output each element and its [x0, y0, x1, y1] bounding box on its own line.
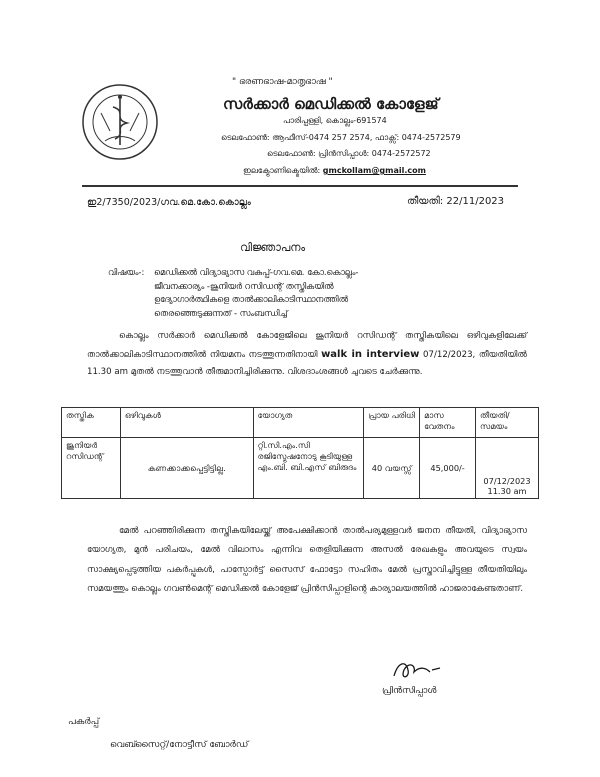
college-address: പാരിപ്പള്ളി, കൊല്ലം-691574: [283, 116, 387, 125]
col-header-post: തസ്തിക: [62, 408, 121, 438]
intro-text-b: 07/12/2023, തീയതിയിൽ 11.30 am മുതൽ നടത്തുവാൻ തീരുമാനിച്ചിരിക്കുന്നു. വിശദാംശങ്ങൾ ചുവടെ ചേർക്കുന്നു.: [87, 349, 527, 377]
col-header-age: പ്രായ പരിധി: [364, 408, 420, 438]
subject-text: [154, 266, 484, 320]
copy-to: വെബ്സൈറ്റ്/നോട്ടീസ് ബോർഡ്: [110, 740, 249, 750]
table-header-row: [62, 408, 539, 438]
cell-vacancies: കണക്കാക്കപ്പെട്ടിട്ടില്ല.: [120, 438, 253, 499]
col-header-vacancies: ഒഴിവുകൾ: [120, 408, 253, 438]
college-name: സർക്കാർ മെഡിക്കൽ കോളേജ്: [223, 95, 439, 113]
subject-label: വിഷയം-:: [108, 267, 145, 277]
intro-paragraph: [87, 328, 527, 382]
subject-line: മെഡിക്കൽ വിദ്യാഭ്യാസ വകുപ്പ്-ഗവ.മെ. കോ.കൊല്ലം-: [154, 267, 359, 277]
col-header-salary: മാസ വേതനം: [420, 408, 476, 438]
subject-block: [108, 266, 484, 320]
copy-label: പകർപ്പ്: [68, 717, 100, 727]
email-line: [243, 166, 426, 176]
subject-line: ഉദ്യോഗാർത്ഥികളെ താൽക്കാലികാടിസ്ഥാനത്തിൽ: [154, 294, 348, 305]
table-row: [62, 438, 539, 499]
header-motto: " ഭരണഭാഷ-മാതൃഭാഷ ": [232, 77, 333, 87]
col-header-qualification: യോഗ്യത: [253, 408, 364, 438]
office-phone: ടെലഫോൺ: ആഫീസ്-0474 257 2574, ഫാക്സ്: 0474-2572579: [221, 133, 461, 142]
walk-in-interview: walk in interview: [321, 348, 420, 360]
cell-post: ജൂനിയർ റസിഡന്റ്: [62, 438, 121, 499]
header-divider: [82, 185, 518, 187]
cell-date: 07/12/2023: [483, 476, 531, 486]
cell-date-time: [476, 438, 539, 499]
reference-date: തീയതി: 22/11/2023: [407, 196, 505, 207]
email-address: gmckollam@gmail.com: [322, 166, 426, 175]
principal-phone: ടെലഫോൺ: പ്രിൻസിപ്പാൾ: 0474-2572572: [267, 149, 431, 158]
cell-time: 11.30 am: [487, 486, 527, 496]
subject-line: തെരഞ്ഞെടുക്കുന്നത് - സംബന്ധിച്ച്: [154, 307, 288, 318]
college-emblem: [81, 83, 159, 161]
vacancy-table: [61, 407, 539, 499]
intro-text-a: കൊല്ലം സർക്കാർ മെഡിക്കൽ കോളേജിലെ ജൂനിയർ റസിഡന്റ് തസ്തികയിലെ ഒഴിവുകളിലേക്ക് താൽക്കാലികാടിസ്ഥാനത്തിൽ നിയമനം നടത്തുന്നതിനായി: [87, 331, 527, 360]
col-header-date: തീയതി/ സമയം: [476, 408, 539, 438]
cell-age: 40 വയസ്സ്: [364, 438, 420, 499]
principal-signature: [386, 656, 446, 684]
instructions-paragraph: മേൽ പറഞ്ഞിരിക്കുന്ന തസ്തികയിലേയ്ക്ക് അപേക്ഷിക്കാൻ താൽപര്യമുള്ളവർ ജനന തീയതി, വിദ്യാഭ്യാസ യോഗ്യത, മുൻ പരിചയം, മേൽ വിലാസം എന്നിവ തെളിയിക്കുന്ന അസൽ രേഖകളും അവയുടെ സ്വയം സാക്ഷ്യപ്പെടുത്തിയ പകർപ്പുകൾ, പാസ്പോർട്ട് സൈസ് ഫോട്ടോ സഹിതം മേൽ പ്രസ്താവിച്ചിട്ടുള്ള തീയതിയിലും സമയത്തും കൊല്ലം ഗവൺമെന്റ് മെഡിക്കൽ കോളേജ് പ്രിൻസിപ്പാളിന്റെ കാര്യാലയത്തിൽ ഹാജരാകേണ്ടതാണ്.: [87, 526, 527, 594]
subject-line: ജീവനക്കാര്യം -ജൂനിയർ റസിഡന്റ് തസ്തികയിൽ: [154, 280, 334, 291]
cell-salary: 45,000/-: [420, 438, 476, 499]
document-title: വിജ്ഞാപനം: [240, 241, 306, 254]
signatory-title: പ്രിൻസിപ്പാൾ: [382, 686, 437, 696]
reference-number: ഇ2/7350/2023/ഗവ.മെ.കോ.കൊല്ലം: [87, 197, 251, 208]
cell-qualification: റ്റി.സി.എം.സി രജിസ്ട്രേഷനോടു കൂടിയുള്ള എം.ബി. ബി.എസ് ബിരുദം: [253, 438, 364, 499]
email-label: ഇലക്ട്രോണിക്മെയിൽ:: [243, 166, 323, 175]
